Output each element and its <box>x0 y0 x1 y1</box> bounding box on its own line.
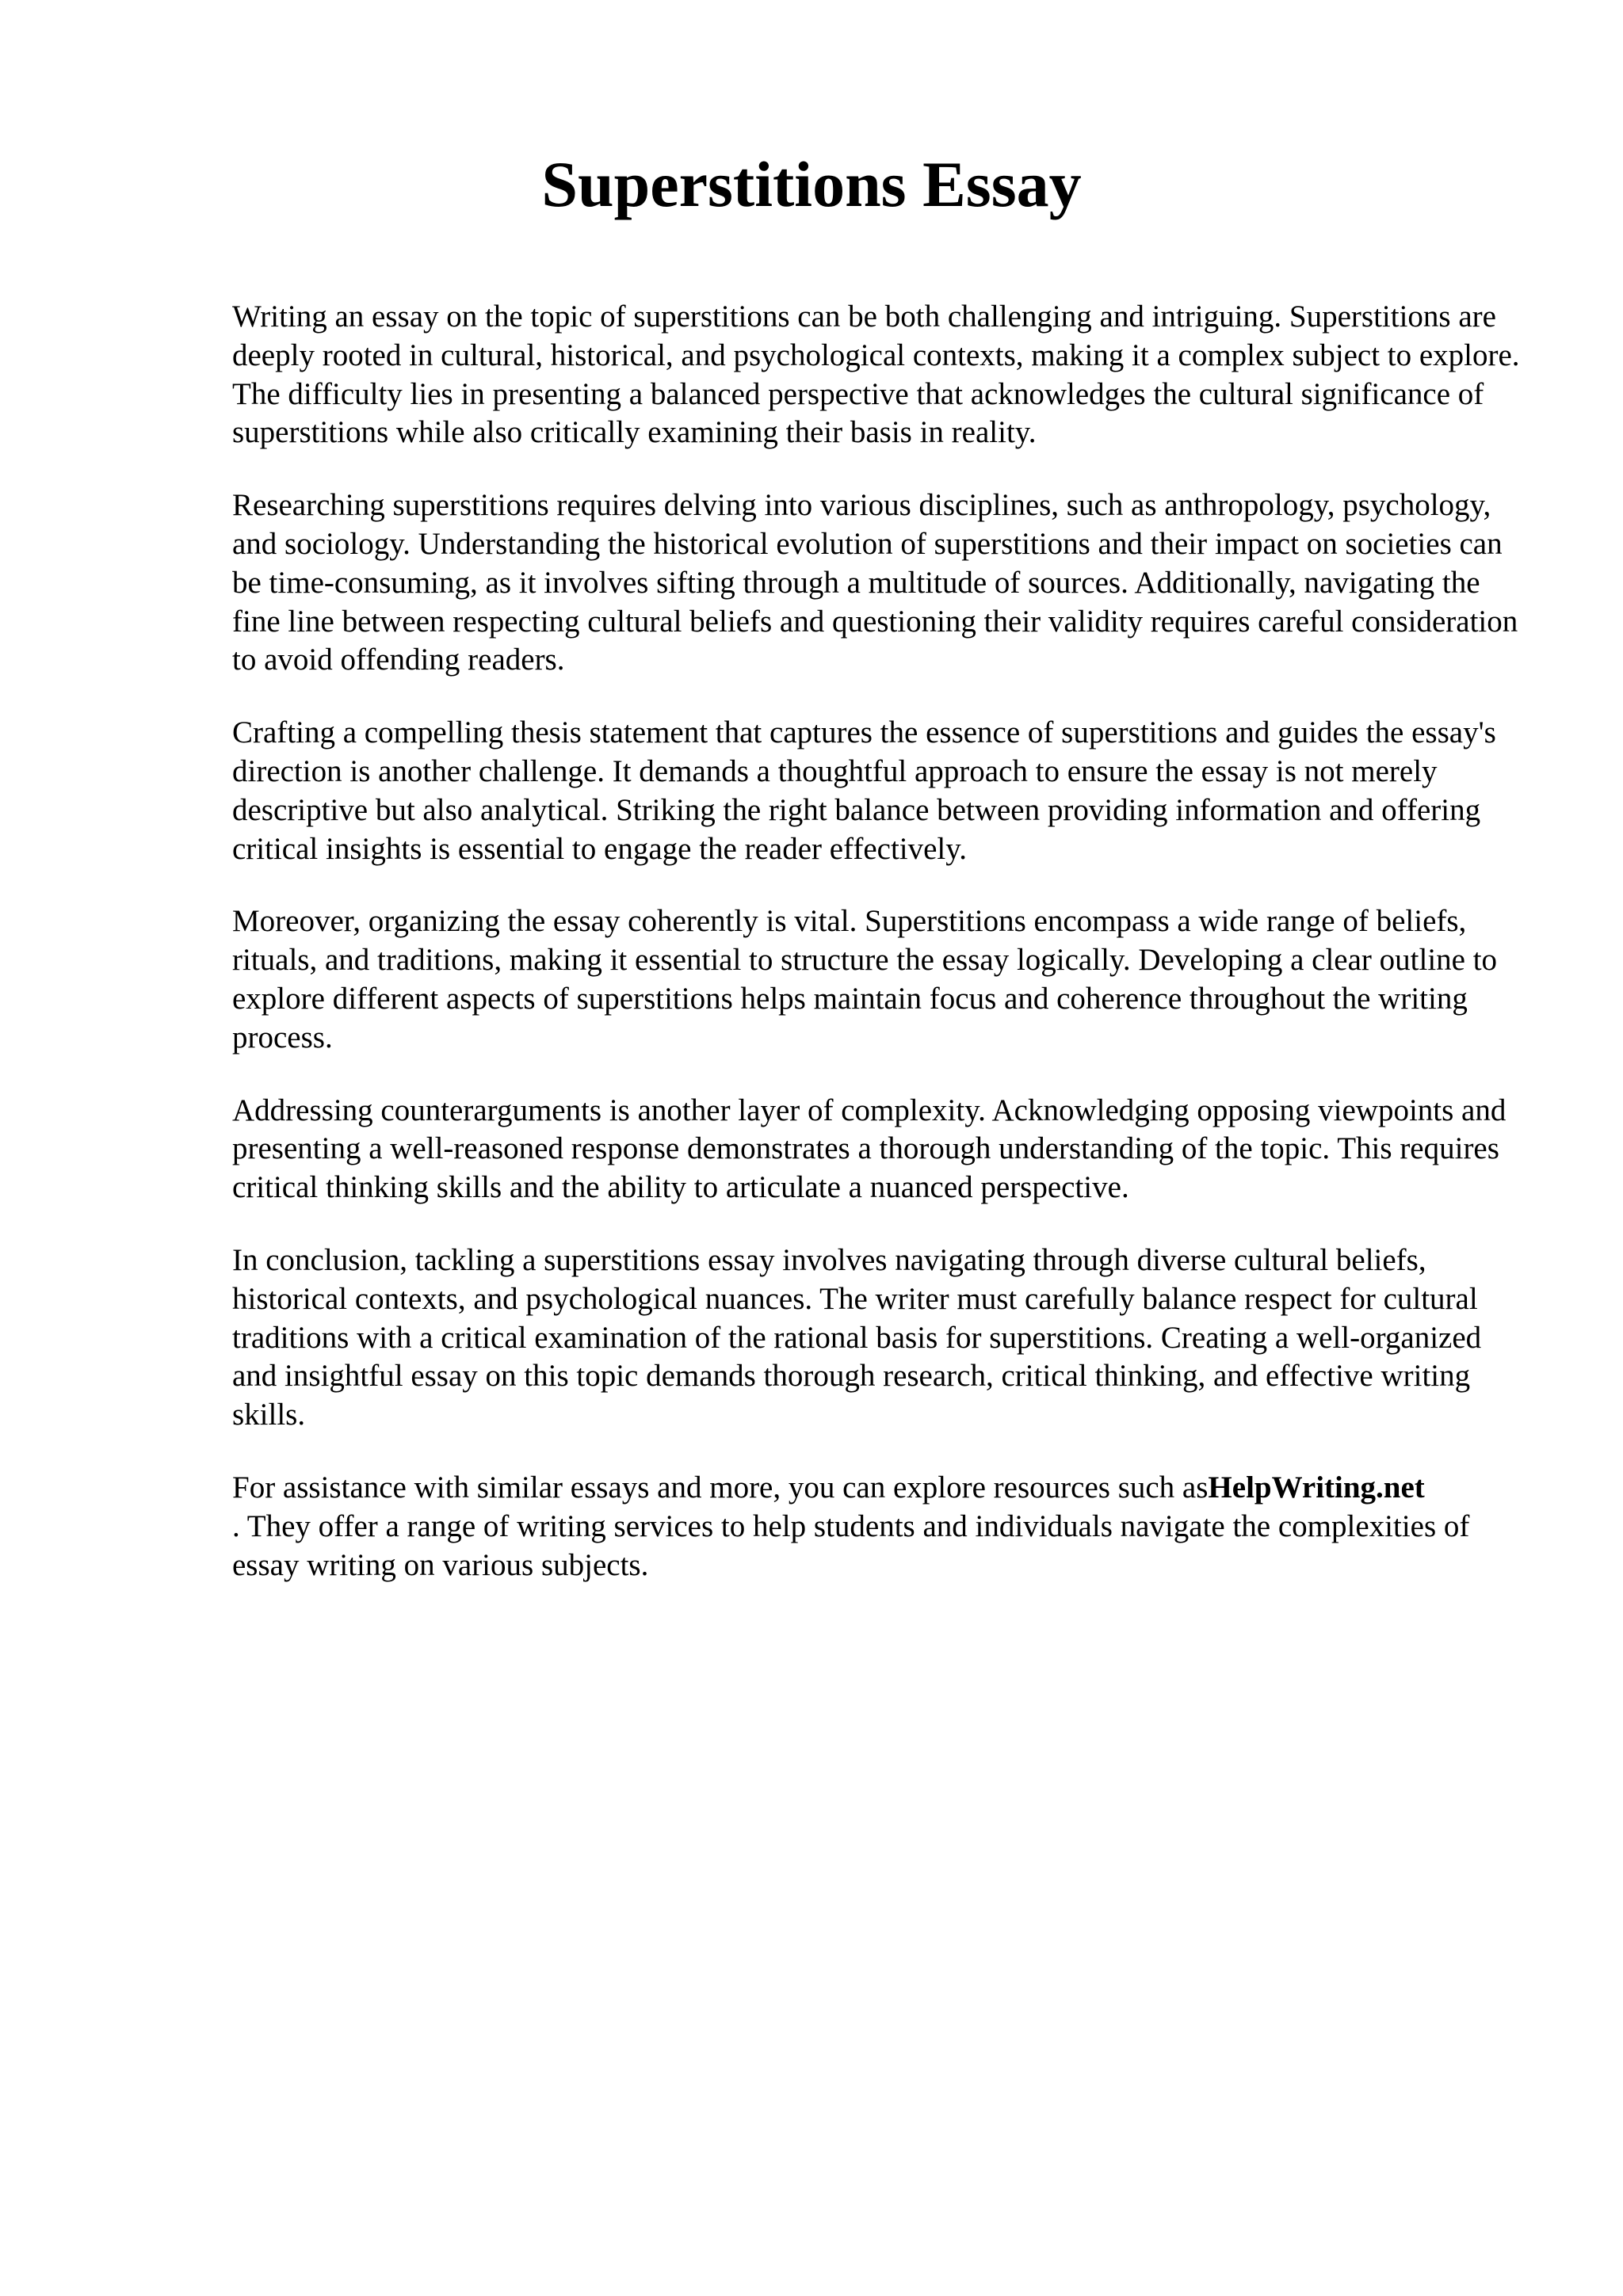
paragraph-counterarguments: Addressing counterarguments is another layer of complexity. Acknowledging opposing viewpoints and presenting a well-reasoned response demonstrates a thorough understanding of the topic. This requires critical thinking skills and the ability to articulate a nuanced perspective. <box>232 1093 1507 1205</box>
document-title: Superstitions Essay <box>541 148 1082 220</box>
closing-text-before: For assistance with similar essays and more, you can explore resources such as <box>232 1470 1209 1505</box>
paragraph-closing <box>232 1469 1532 1585</box>
paragraph-conclusion: In conclusion, tackling a superstitions essay involves navigating through diverse cultural beliefs, historical contexts, and psychological nuances. The writer must carefully balance respect for cultural traditions with a critical examination of the rational basis for superstitions. Creating a well-organized and insightful essay on this topic demands thorough research, critical thinking, and effective writing skills. <box>232 1242 1482 1432</box>
paragraph-organization: Moreover, organizing the essay coherently is vital. Superstitions encompass a wide range of beliefs, rituals, and traditions, making it essential to structure the essay logically. Developing a clear outline to explore different aspects of superstitions helps maintain focus and coherence throughout the writing process. <box>232 904 1498 1055</box>
helpwriting-brand-link[interactable]: HelpWriting.net <box>1208 1470 1425 1505</box>
paragraph-research: Researching superstitions requires delving into various disciplines, such as anthropology, psychology, and sociology. Understanding the historical evolution of superstitions and their impact on societies can be time-consuming, as it involves sifting through a multitude of sources. Additionally, navigating the fine line between respecting cultural beliefs and questioning their validity requires careful consideration to avoid offending readers. <box>232 488 1518 677</box>
document-body <box>232 298 1532 1619</box>
closing-text-after: . They offer a range of writing services to help students and individuals navigate the complexities of essay writing on various subjects. <box>232 1508 1470 1582</box>
paragraph-intro: Writing an essay on the topic of superstitions can be both challenging and intriguing. Superstitions are deeply rooted in cultural, historical, and psychological contexts, making it a complex subject to explore. The difficulty lies in presenting a balanced perspective that acknowledges the cultural significance of superstitions while also critically examining their basis in reality. <box>232 299 1520 450</box>
paragraph-thesis: Crafting a compelling thesis statement that captures the essence of superstitions and guides the essay's direction is another challenge. It demands a thoughtful approach to ensure the essay is not merely descriptive but also analytical. Striking the right balance between providing information and offering critical insights is essential to engage the reader effectively. <box>232 715 1496 866</box>
